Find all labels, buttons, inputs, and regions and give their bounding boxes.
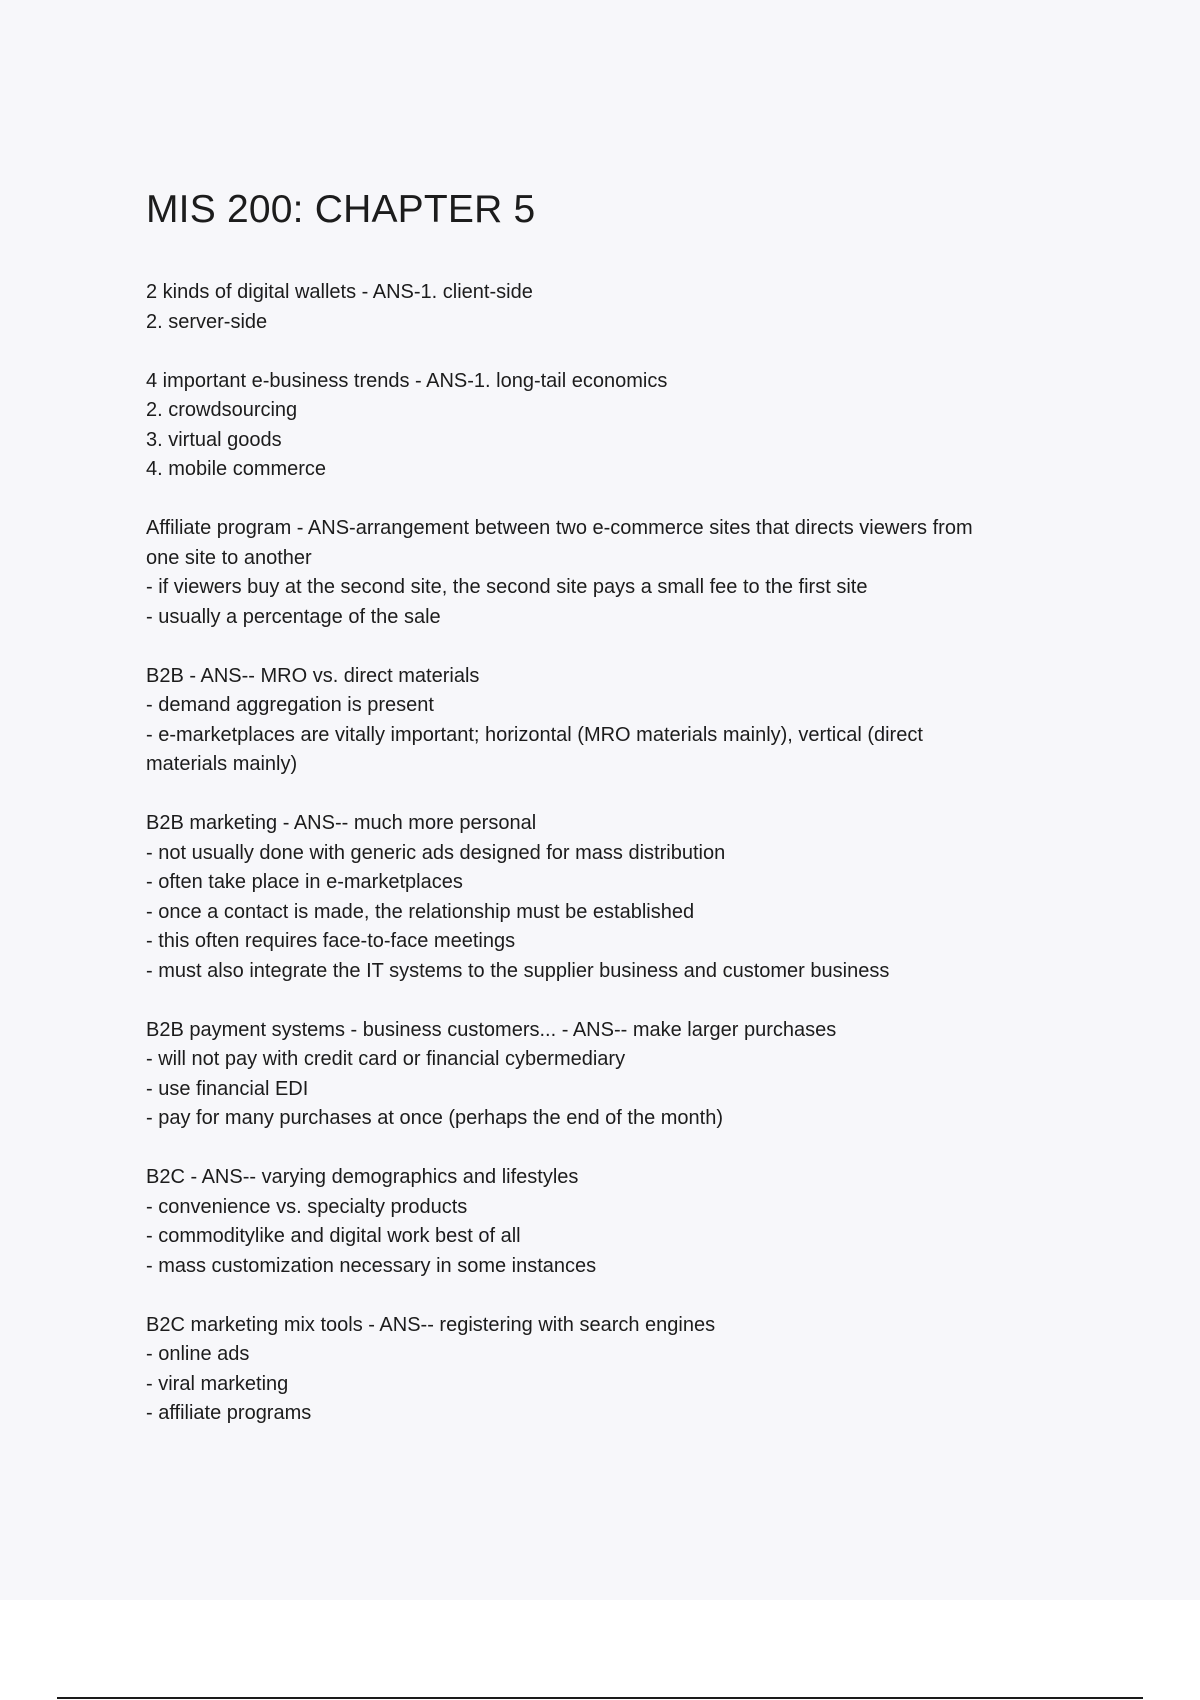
entry-line: - e-marketplaces are vitally important; horizontal (MRO materials mainly), vertical (direct: [146, 723, 923, 746]
entry-line: - convenience vs. specialty products: [146, 1195, 468, 1218]
entry-line: - not usually done with generic ads designed for mass distribution: [146, 841, 726, 864]
entry-line: - will not pay with credit card or financial cybermediary: [146, 1048, 626, 1070]
entry-line: 4 important e-business trends - ANS-1. long-tail economics: [146, 369, 668, 392]
entry-line: - usually a percentage of the sale: [146, 605, 441, 628]
entry-line: - demand aggregation is present: [146, 694, 434, 716]
entry-line: - if viewers buy at the second site, the second site pays a small fee to the first site: [146, 576, 868, 598]
entry-b2b: [146, 662, 1096, 780]
entry-line: - once a contact is made, the relationship must be established: [146, 900, 695, 923]
entry-line: B2C marketing mix tools - ANS-- registering with search engines: [146, 1313, 716, 1336]
entry-digital-wallets: [146, 278, 1096, 337]
entry-line: Affiliate program - ANS-arrangement between two e-commerce sites that directs viewers from: [146, 517, 973, 539]
entry-ebusiness-trends: [146, 367, 1096, 485]
entry-line: - commoditylike and digital work best of all: [146, 1225, 521, 1247]
entry-line: 2 kinds of digital wallets - ANS-1. client-side: [146, 281, 533, 303]
entry-line: B2B marketing - ANS-- much more personal: [146, 812, 537, 834]
entry-b2b-marketing: [146, 809, 1096, 986]
entry-line: B2B payment systems - business customers... - ANS-- make larger purchases: [146, 1018, 837, 1041]
entry-line: B2B - ANS-- MRO vs. direct materials: [146, 664, 480, 687]
entry-b2b-payment-systems: [146, 1016, 1096, 1134]
entry-line: - this often requires face-to-face meetings: [146, 930, 516, 952]
entry-line: - affiliate programs: [146, 1402, 312, 1424]
entry-line: 4. mobile commerce: [146, 458, 327, 480]
entry-line: - use financial EDI: [146, 1077, 309, 1100]
entry-line: 2. server-side: [146, 310, 268, 333]
entry-affiliate-program: [146, 514, 1096, 632]
document-title: MIS 200: CHAPTER 5: [146, 188, 536, 231]
document-content: [146, 186, 1096, 1458]
entry-line: B2C - ANS-- varying demographics and lifestyles: [146, 1166, 579, 1188]
entry-line: - mass customization necessary in some instances: [146, 1254, 597, 1277]
entry-line: one site to another: [146, 546, 312, 569]
entry-line: 2. crowdsourcing: [146, 399, 298, 421]
entry-line: - online ads: [146, 1343, 250, 1365]
entry-line: - must also integrate the IT systems to the supplier business and customer business: [146, 959, 890, 982]
entry-line: 3. virtual goods: [146, 428, 282, 451]
entry-line: - often take place in e-marketplaces: [146, 871, 463, 893]
entry-line: - pay for many purchases at once (perhaps the end of the month): [146, 1107, 723, 1129]
entry-b2c: [146, 1163, 1096, 1281]
entry-line: materials mainly): [146, 753, 298, 775]
footer-divider: [57, 1697, 1143, 1699]
entry-line: - viral marketing: [146, 1372, 289, 1395]
entry-b2c-marketing-mix-tools: [146, 1311, 1096, 1429]
